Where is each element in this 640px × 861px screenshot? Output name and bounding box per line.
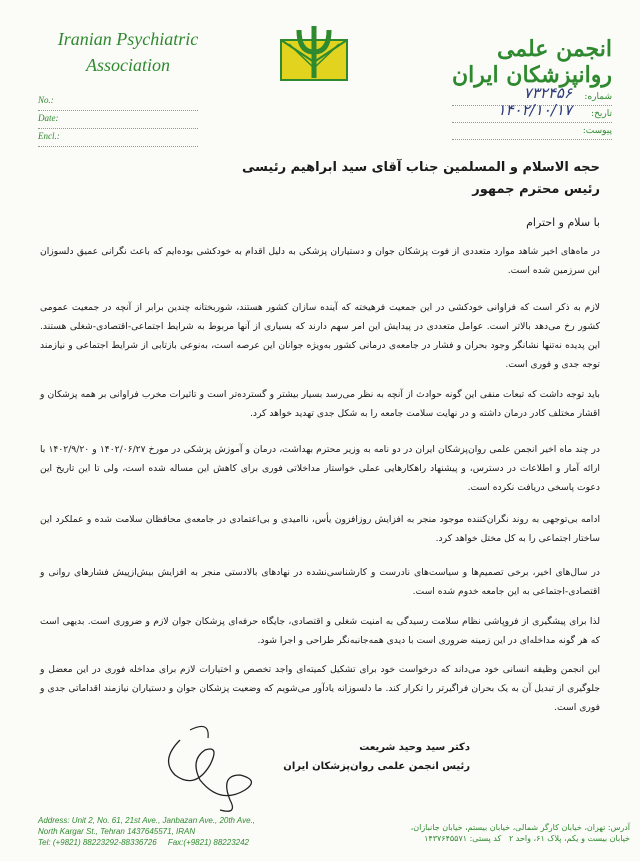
attachment-label: پیوست: (582, 126, 612, 136)
greeting: با سلام و احترام (526, 216, 600, 229)
footer-fa-line2 (330, 833, 630, 844)
footer-fa-street: خیابان بیست و یکم، پلاک ۶۱، واحد ۲ (508, 834, 630, 843)
paragraph-1: در ماه‌های اخیر شاهد موارد متعددی از فوت پزشکان جوان و دستیاران پزشکی به دلیل اقدام به خودکشی بوده‌ایم که باعث نگرانی عمیق دلسوزان این سرزمین شده است. (40, 246, 600, 276)
addressee-title: رئیس محترم جمهور (472, 182, 600, 197)
date-field: Date: (38, 113, 198, 129)
date-value: ۱۴۰۲/۱۰/۱۷ (497, 101, 572, 119)
association-logo (279, 22, 349, 82)
paragraph-5: ادامه بی‌توجهی به روند نگران‌کننده موجود منجر به افزایش روزافزون یأس، ناامیدی و بی‌اعتمادی در جامعه‌ی محافظان سلامت شده و عملکرد این ساختار اجتماعی را به کل مختل خواهد کرد. (40, 514, 600, 544)
letter-meta-english (38, 95, 198, 149)
footer-address-line2: North Kargar St., Tehran 1437645571, IRAN (38, 827, 196, 836)
footer-contact (38, 837, 338, 848)
footer-fax: Fax:(+9821) 88223242 (167, 838, 249, 847)
footer-address-persian (330, 822, 630, 844)
date-row (452, 101, 612, 123)
letter-meta-persian (452, 84, 612, 141)
attachment-row (452, 124, 612, 140)
signatory-title: رئیس انجمن علمی روان‌پزشکان ایران (283, 761, 470, 772)
enclosure-field: Encl.: (38, 131, 198, 147)
footer-fa-line1: آدرس: تهران، خیابان کارگر شمالی، خیابان بیستم، خیابان جانبازان، (410, 823, 630, 832)
footer-address-english (38, 815, 338, 848)
date-label: تاریخ: (591, 109, 612, 119)
paragraph-2: لازم به ذکر است که فراوانی خودکشی در این جمعیت فرهیخته که آینده سازان کشور هستند، شوربختانه چندین برابر از آنچه در جمعیت عمومی کشور رخ می‌دهد بالاتر است. عوامل متعددی در پیدایش این امر سهم دارند که بسیاری از آنها مربوط به شرایط اجتماعی-اقتصادی-شغلی هستند. این پدیده نه‌تنها نشانگر وجود بحران و فشار در جامعه‌ی درمانی کشور به‌ویژه جوانان این عرصه است، به‌نوعی بازتابی از شرایط اجتماعی و نیازمند توجه جدی و فوری است. (40, 302, 600, 370)
footer-phone: Tel: (+9821) 88223292-88336726 (38, 838, 157, 847)
english-name-line1: Iranian Psychiatric (57, 29, 199, 49)
paragraph-4: در چند ماه اخیر انجمن علمی روان‌پزشکان ایران در دو نامه به وزیر محترم بهداشت، درمان و آموزش پزشکی در مورخ ۱۴۰۲/۰۶/۲۷ و ۱۴۰۲/۹/۲۰ با ارائه آمار و اطلاعات در دسترس، و پیشنهاد راهکارهایی عملی خواستار مداخلاتی فوری برای کاهش این مساله شده است، ولی تا این تاریخ این دعوت پاسخی دریافت نکرده است. (40, 444, 601, 493)
paragraph-6: در سال‌های اخیر، برخی تصمیم‌ها و سیاست‌های نادرست و کارشناسی‌نشده در نهادهای بالادستی منجر به افزایش بیش‌ازپیش فشارهای روانی و اقتصادی-اجتماعی به این جامعه خدوم شده است. (40, 567, 600, 597)
handwritten-signature (150, 720, 290, 820)
number-label: شماره: (584, 92, 612, 102)
number-field: No.: (38, 95, 198, 111)
english-name-line2: Association (86, 55, 170, 75)
paragraph-8: این انجمن وظیفه انسانی خود می‌داند که درخواست خود برای تشکیل کمیته‌ای واجد تخصص و اختیارات لازم برای مداخله فوری در این معضل و جلوگیری از تبدیل آن به یک بحران فراگیرتر را تکرار کند. ما دلسوزانه یادآور می‌شویم که وضعیت پزشکان جوان و دستیاران نیازمند اقداماتی جدی و فوری است. (40, 664, 600, 713)
footer-address-line1: Address: Unit 2, No. 61, 21st Ave., Janbazan Ave., 20th Ave., (38, 816, 256, 825)
addressee-name: حجه الاسلام و المسلمین جناب آقای سید ابراهیم رئیسی (242, 160, 600, 175)
persian-association-name: انجمن علمی روانپزشکان ایران (451, 36, 612, 88)
paragraph-3: باید توجه داشت که تبعات منفی این گونه حوادث از آنچه به نظر می‌رسد بسیار بیشتر و گسترده‌تر است و تاثیرات مخرب فراوانی بر همه پزشکان و اقشار مختلف کادر درمان داشته و در نهایت سلامت جامعه را به شکل جدی تهدید خواهد کرد. (40, 389, 600, 419)
paragraph-7: لذا برای پیشگیری از فروپاشی نظام سلامت رسیدگی به امنیت شغلی و اقتصادی، جایگاه حرفه‌ای پزشکان جوان لازم و ضروری است. بدیهی است که هر گونه مداخله‌ای در این زمینه ضروری است با دیدی همه‌جانبه‌نگر طراحی و اجرا شود. (40, 616, 600, 646)
footer-fa-postal: کد پستی: ۱۴۳۷۶۴۵۵۷۱ (424, 834, 502, 843)
number-value: ۷۳۲۴۵۶ (523, 84, 572, 102)
signatory-name: دکتر سید وحید شریعت (359, 742, 470, 753)
signature-block (283, 738, 470, 776)
english-association-name (38, 26, 218, 78)
